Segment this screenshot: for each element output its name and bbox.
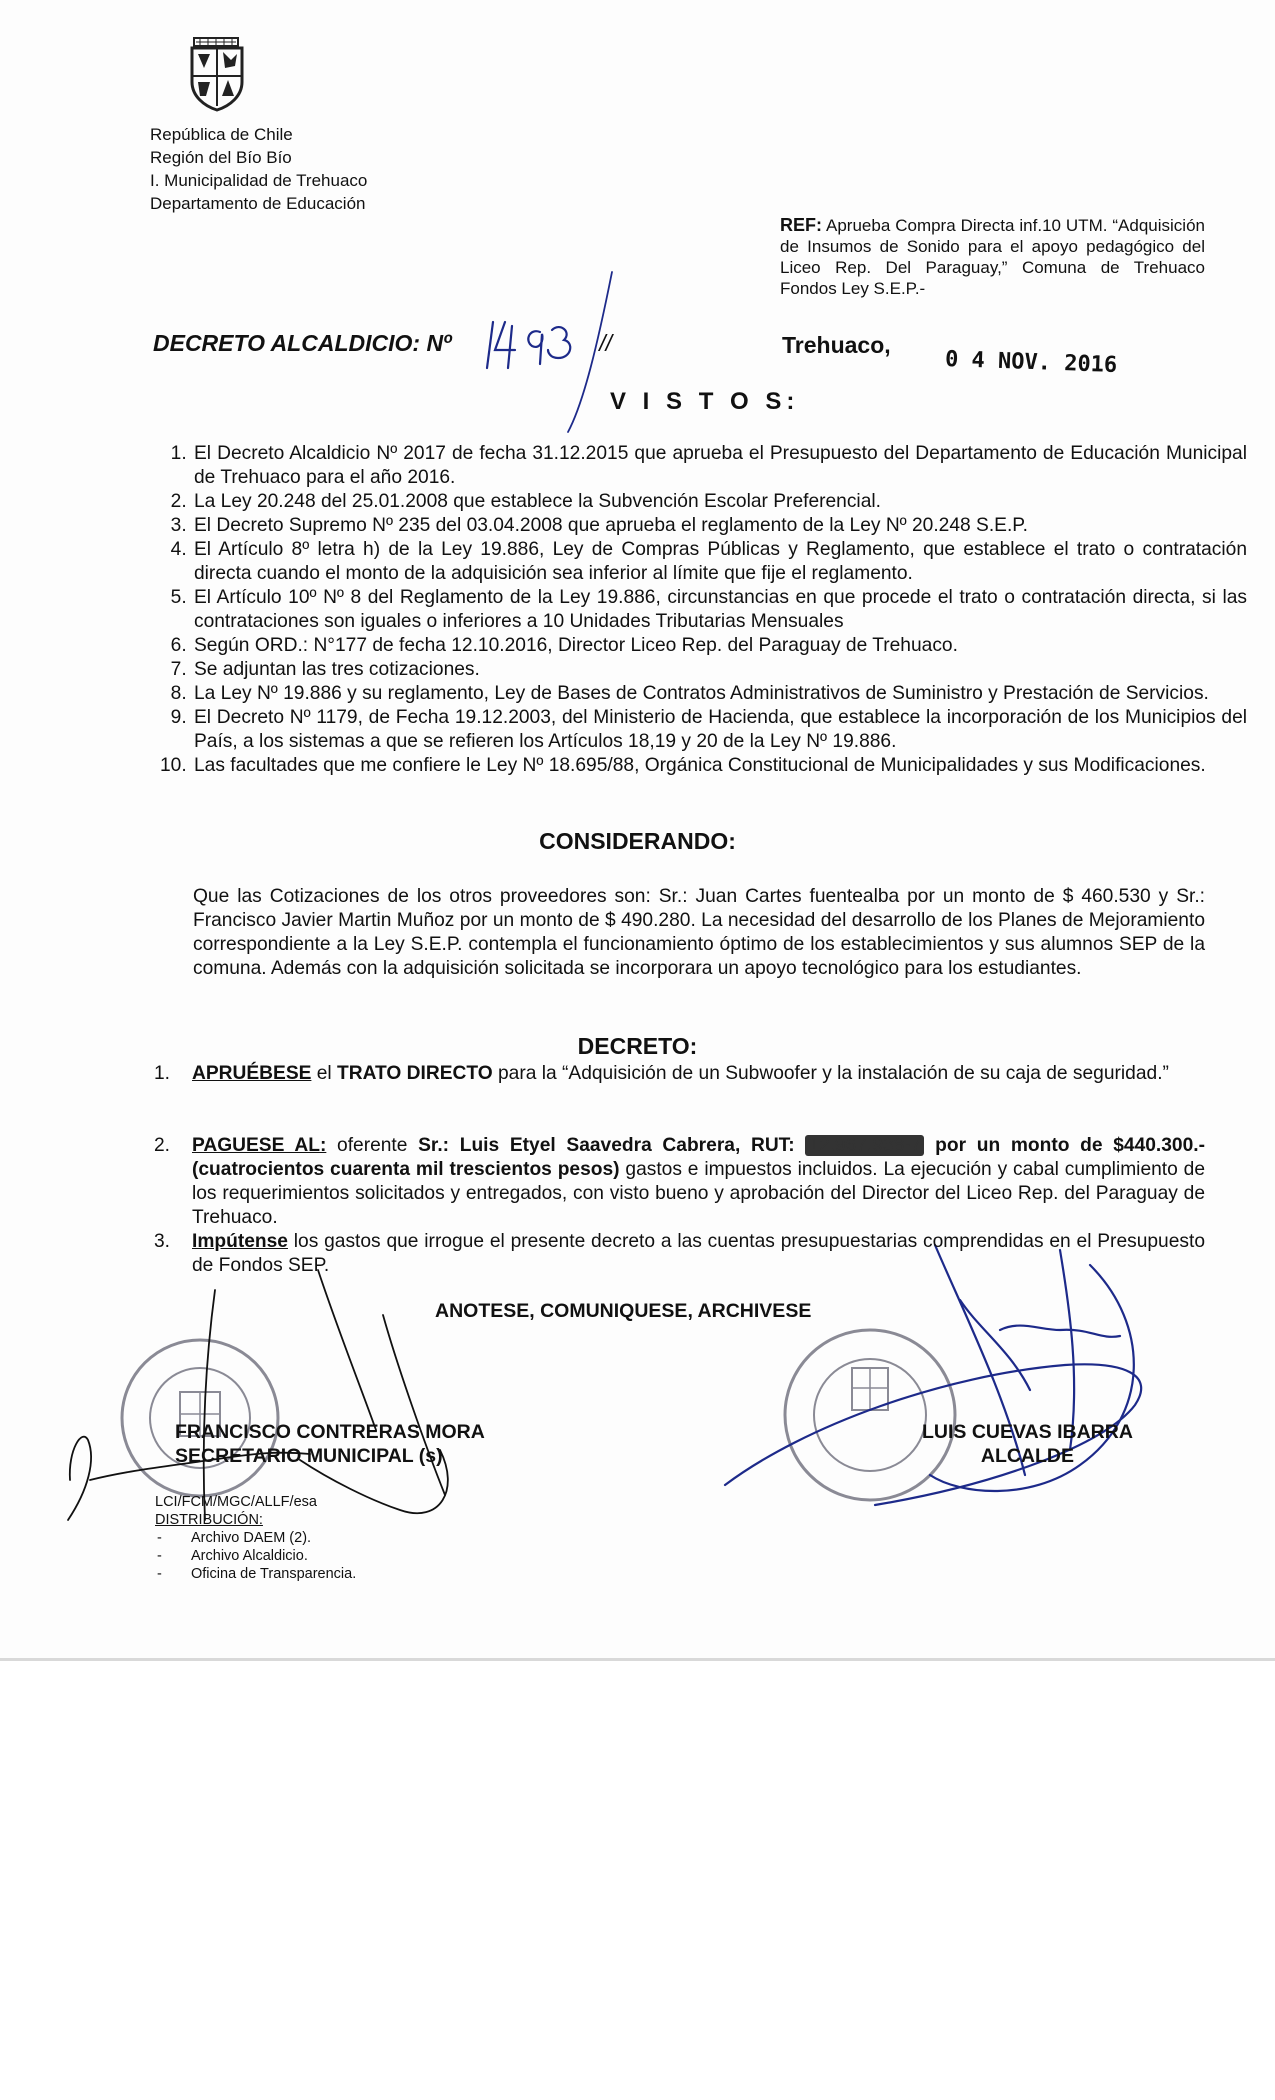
list-item: 8. La Ley Nº 19.886 y su reglamento, Ley de Bases de Contratos Administrativos de Suministro y Prestación de Servicios. — [192, 682, 1247, 706]
vistos-list — [150, 442, 1247, 778]
item-pre: el — [311, 1063, 338, 1084]
item-body: gastos e impuestos incluidos. La ejecución y cabal cumplimiento de los requerimientos solicitados y entregados, con visto bueno y aprobación del Director del Liceo Rep. del Paraguay de Trehuaco. — [192, 1159, 1205, 1228]
list-item: 1. El Decreto Alcaldicio Nº 2017 de fecha 31.12.2015 que aprueba el Presupuesto del Departamento de Educación Municipal de Trehuaco para el año 2016. — [192, 442, 1247, 490]
signer-role: SECRETARIO MUNICIPAL (s) — [175, 1445, 443, 1467]
list-item: - Oficina de Transparencia. — [155, 1565, 356, 1583]
header-line: I. Municipalidad de Trehuaco — [150, 171, 368, 190]
item-text — [192, 1134, 1205, 1230]
signer-role: ALCALDE — [980, 1445, 1075, 1467]
decree-suffix: // — [599, 330, 613, 356]
distribution-block — [155, 1493, 356, 1583]
item-keyword: Impútense — [192, 1231, 288, 1252]
considerando-text: Que las Cotizaciones de los otros proveedores son: Sr.: Juan Cartes fuentealba por un monto de $ 460.530 y Sr.: Francisco Javier Martin Muñoz por un monto de $ 490.280. La necesidad del desarrollo de los Planes de Mejoramiento correspondiente a la Ley S.E.P. contempla el funcionamiento óptimo de los establecimientos y sus alumnos SEP de la comuna. Además con la adquisición solicitada se incorporara un apoyo tecnológico para los estudiantes. — [193, 886, 1205, 979]
item-bold: TRATO DIRECTO — [337, 1063, 493, 1084]
decreto-heading: DECRETO: — [577, 1033, 698, 1059]
reference-block — [780, 215, 1205, 299]
ref-label: REF: — [780, 215, 822, 235]
decree-title-text: DECRETO ALCALDICIO: Nº — [153, 330, 452, 356]
item-text — [192, 1230, 1205, 1278]
list-item: 10. Las facultades que me confiere le Ley Nº 18.695/88, Orgánica Constitucional de Municipalidades y sus Modificaciones. — [192, 754, 1247, 778]
header-line: Región del Bío Bío — [150, 148, 292, 167]
item-number: 1. — [154, 1063, 171, 1084]
list-item: 9. El Decreto Nº 1179, de Fecha 19.12.2003, del Ministerio de Hacienda, que establece la incorporación de los Municipios del País, a los sistemas a que se refieren los Artículos 18,19 y 20 de la Ley Nº 19.886. — [192, 706, 1247, 754]
decree-place: Trehuaco, — [782, 332, 891, 358]
item-keyword: APRUÉBESE — [192, 1063, 312, 1084]
closing-line: ANOTESE, COMUNIQUESE, ARCHIVESE — [435, 1300, 812, 1322]
decreto-item-1 — [150, 1062, 1205, 1086]
item-number: 3. — [154, 1231, 171, 1252]
institution-header — [150, 123, 367, 215]
signature-block-right — [922, 1420, 1133, 1468]
item-pre: oferente — [326, 1135, 419, 1156]
header-line: República de Chile — [150, 125, 293, 144]
header-line: Departamento de Educación — [150, 194, 366, 213]
decree-title — [153, 330, 612, 357]
ref-text: Aprueba Compra Directa inf.10 UTM. “Adquisición de Insumos de Sonido para el apoyo pedagógico del Liceo Rep. Del Paraguay,” Comuna de Trehuaco Fondos Ley S.E.P.- — [780, 216, 1205, 298]
list-item: - Archivo Alcaldicio. — [155, 1547, 356, 1565]
decreto-item-3 — [150, 1230, 1205, 1278]
rut-redacted: 12.967.938-7 — [805, 1135, 924, 1156]
vistos-heading: V I S T O S: — [610, 388, 800, 415]
list-item: 7. Se adjuntan las tres cotizaciones. — [192, 658, 1247, 682]
item-text — [192, 1062, 1205, 1086]
item-bold-amount: por un monto de $440.300.- (cuatrocientos cuarenta mil trescientos pesos) — [192, 1135, 1205, 1180]
item-body: para la “Adquisición de un Subwoofer y la instalación de su caja de seguridad.” — [492, 1063, 1169, 1084]
decree-number-handwritten — [490, 330, 492, 331]
initials: LCI/FCM/MGC/ALLF/esa — [155, 1494, 317, 1510]
list-item: - Archivo DAEM (2). — [155, 1529, 356, 1547]
item-keyword: PAGUESE AL: — [192, 1135, 327, 1156]
list-item: 3. El Decreto Supremo Nº 235 del 03.04.2008 que aprueba el reglamento de la Ley Nº 20.248 S.E.P. — [192, 514, 1247, 538]
list-item: 5. El Artículo 10º Nº 8 del Reglamento de la Ley 19.886, circunstancias en que procede el trato o contratación directa, si las contrataciones son iguales o inferiores a 10 Unidades Tributarias Mensuales — [192, 586, 1247, 634]
signer-name: LUIS CUEVAS IBARRA — [922, 1421, 1133, 1443]
signature-block-left — [175, 1420, 485, 1468]
item-bold: Sr.: Luis Etyel Saavedra Cabrera, RUT: — [418, 1135, 795, 1156]
item-number: 2. — [154, 1135, 171, 1156]
list-item: 4. El Artículo 8º letra h) de la Ley 19.886, Ley de Compras Públicas y Reglamento, que establece el trato o contratación directa cuando el monto de la adquisición sea inferior al límite que fije el reglamento. — [192, 538, 1247, 586]
considerando-heading: CONSIDERANDO: — [539, 828, 736, 854]
distribution-heading: DISTRIBUCIÓN: — [155, 1512, 263, 1528]
list-item: 2. La Ley 20.248 del 25.01.2008 que establece la Subvención Escolar Preferencial. — [192, 490, 1247, 514]
signer-name: FRANCISCO CONTRERAS MORA — [175, 1421, 485, 1443]
date-stamp: 0 4 NOV. 2016 — [944, 347, 1118, 378]
list-item: 6. Según ORD.: N°177 de fecha 12.10.2016, Director Liceo Rep. del Paraguay de Trehuaco. — [192, 634, 1247, 658]
decreto-item-2 — [150, 1134, 1205, 1230]
item-body: los gastos que irrogue el presente decreto a las cuentas presupuestarias comprendidas en el Presupuesto de Fondos SEP. — [192, 1231, 1205, 1276]
page-edge — [0, 1658, 1275, 1661]
